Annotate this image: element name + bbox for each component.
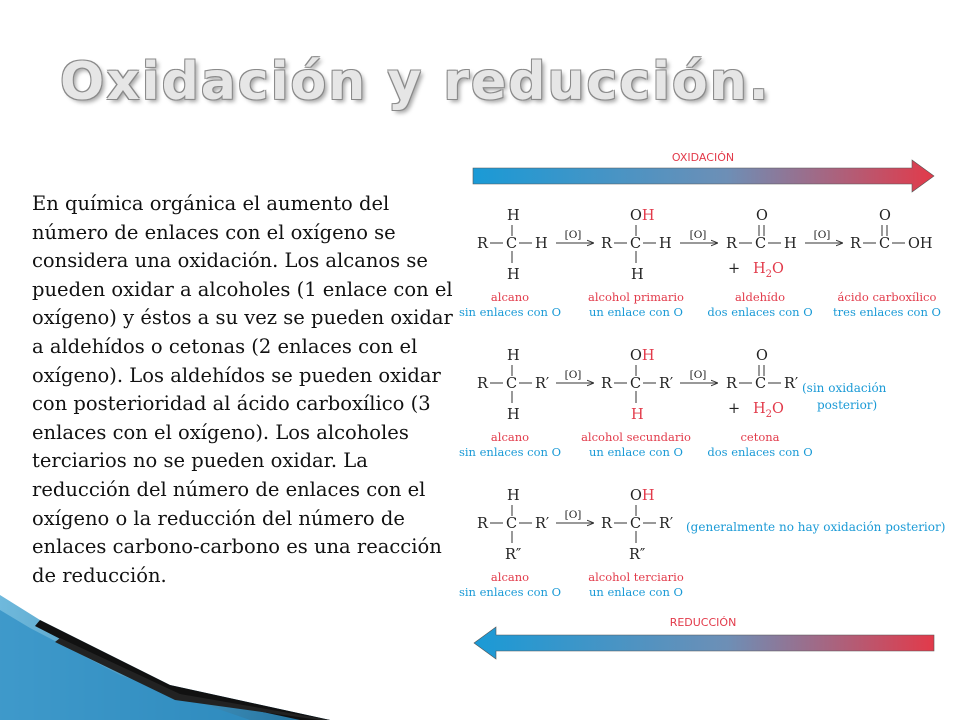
atom-oh: OH [630,348,655,364]
atom-o: O [879,208,891,224]
atom-c: C [755,376,767,392]
page-title: Oxidación y reducción. [60,52,771,112]
atom-c: C [630,516,642,532]
reduction-arrow [474,616,934,659]
plus-sign: + [728,401,741,417]
atom-r-prime: R′ [535,376,550,392]
atom-r-prime: R′ [659,376,674,392]
atom-r: R [726,236,737,252]
bond-count: dos enlaces con O [707,445,813,459]
atom-c: C [506,236,518,252]
atom-c: C [506,516,518,532]
atom-r: R [726,376,737,392]
atom-c: C [879,236,891,252]
ketone-note: posterior) [817,398,878,412]
ketone [726,348,798,420]
tertiary-alcohol [601,488,673,563]
atom-oh: OH [630,488,655,504]
row-3 [459,488,945,599]
atom-r: R [477,376,488,392]
atom-oh: OH [908,236,933,252]
atom-h: H [507,348,520,364]
oxidation-label: OXIDACIÓN [671,151,735,164]
secondary-alcohol [601,348,673,423]
row-1 [459,208,941,319]
compound-name: alcano [490,430,530,444]
bond-count: un enlace con O [589,585,683,599]
reduction-arrow-shape [474,627,934,659]
atom-r-prime: R′ [659,516,674,532]
bond-count: tres enlaces con O [833,305,941,319]
reduction-label: REDUCCIÓN [669,616,737,629]
atom-r: R [601,376,612,392]
atom-r: R [601,236,612,252]
reagent-label: [O] [689,229,707,241]
atom-r-prime: R′ [784,376,799,392]
water-molecule: $H_2O$ [753,261,784,280]
bond-count: dos enlaces con O [707,305,813,319]
compound-name: alcano [490,290,530,304]
atom-h: H [535,236,548,252]
row-2 [459,348,887,459]
ketone-note: (sin oxidación [802,381,887,395]
compound-name: aldehído [734,290,786,304]
compound-name: alcohol terciario [588,570,684,584]
atom-r: R [477,236,488,252]
atom-r: R [601,516,612,532]
atom-r-double-prime: R″ [629,547,646,563]
atom-h: H [507,488,520,504]
atom-h: H [631,407,644,423]
bond-count: sin enlaces con O [458,445,562,459]
bond-count: un enlace con O [589,445,683,459]
atom-r: R [850,236,861,252]
carboxylic-acid [850,208,933,252]
atom-r-double-prime: R″ [505,547,522,563]
atom-h: H [507,407,520,423]
atom-h: H [507,208,520,224]
oxidation-arrow-shape [473,160,934,192]
water-molecule: $H_2O$ [753,401,784,420]
alkane-3 [477,488,549,563]
atom-c: C [630,236,642,252]
body-paragraph: En química orgánica el aumento del número de enlaces con el oxígeno se considera una oxidación. Los alcanos se pueden oxidar a alcoholes (1 enlace con el oxígeno) y éstos a su vez se pueden oxidar a aldehídos o cetonas (2 enlaces con el oxígeno). Los aldehídos se pueden oxidar con posterioridad al ácido carboxílico (3 enlaces con el oxígeno). Los alcoholes terciarios no se pueden oxidar. La reducción del número de enlaces con el oxígeno o la reducción del número de enlaces carbono-carbono es una reacción de reducción. [32,192,453,587]
aldehyde [726,208,797,280]
atom-c: C [630,376,642,392]
atom-oh: OH [630,208,655,224]
oxidation-arrow [473,151,934,192]
atom-h: H [784,236,797,252]
atom-o: O [756,208,768,224]
bond-count: un enlace con O [589,305,683,319]
bond-count: sin enlaces con O [458,585,562,599]
atom-c: C [506,376,518,392]
reagent-label: [O] [564,229,582,241]
atom-r-prime: R′ [535,516,550,532]
reagent-label: [O] [564,369,582,381]
compound-name: alcohol secundario [581,430,691,444]
reagent-label: [O] [813,229,831,241]
bond-count: sin enlaces con O [458,305,562,319]
atom-c: C [755,236,767,252]
alkane-2 [477,348,549,423]
reagent-label: [O] [564,509,582,521]
tertiary-note: (generalmente no hay oxidación posterior) [686,520,946,534]
primary-alcohol [601,208,672,283]
compound-name: cetona [740,430,780,444]
atom-r: R [477,516,488,532]
plus-sign: + [728,261,741,277]
compound-name: ácido carboxílico [837,290,937,304]
atom-h: H [659,236,672,252]
alkane-1 [477,208,548,283]
atom-h: H [631,267,644,283]
atom-o: O [756,348,768,364]
compound-name: alcano [490,570,530,584]
atom-h: H [507,267,520,283]
reagent-label: [O] [689,369,707,381]
compound-name: alcohol primario [588,290,684,304]
